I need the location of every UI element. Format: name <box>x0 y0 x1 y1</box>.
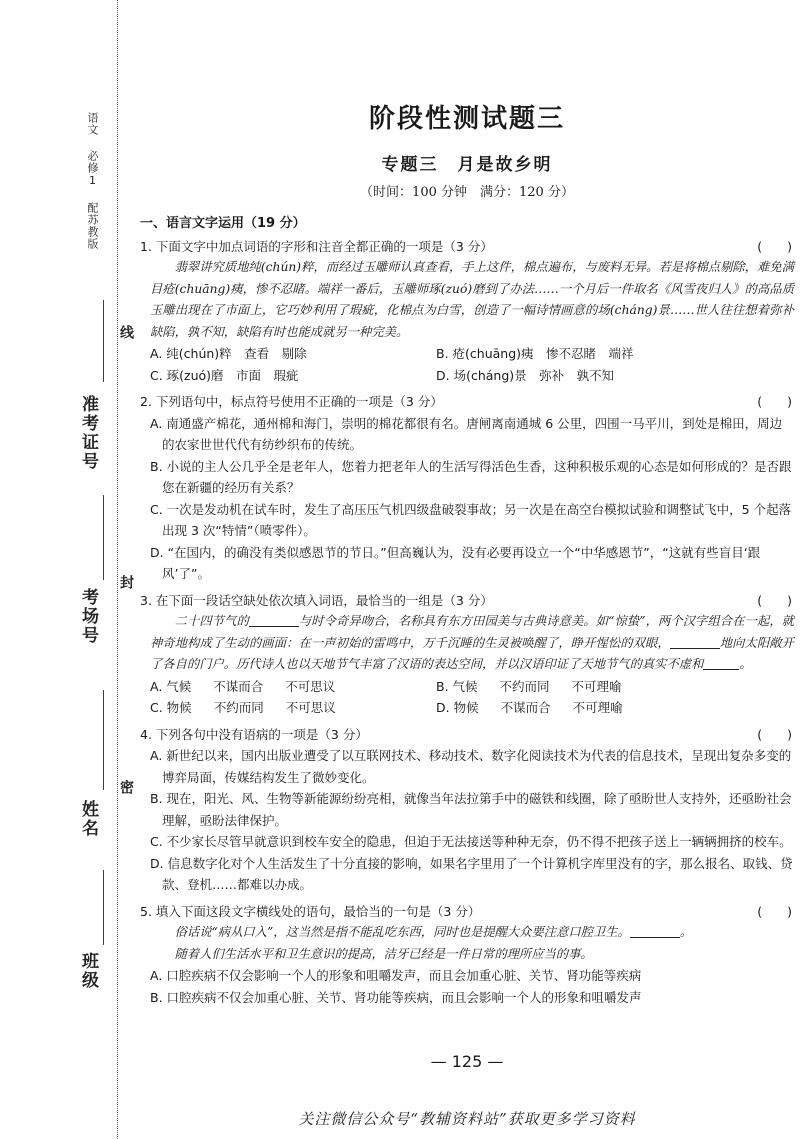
fill-blank-q5[interactable] <box>630 923 680 938</box>
answer-paren-4: ( ) <box>757 726 792 742</box>
page-subtitle: 专题三 月是故乡明 <box>381 155 553 175</box>
question-1-options <box>140 343 794 386</box>
question-2-stem: 2. 下列语句中，标点符号使用不正确的一项是（3 分） ( ) <box>140 391 794 413</box>
question-1-stem: 1. 下面文字中加点词语的字形和注音全都正确的一项是（3 分） ( ) <box>140 236 794 258</box>
question-5-passage-1: 俗话说“病从口入”，这当然是指不能乱吃东西，同时也是提醒大众要注意口腔卫生。 。 <box>174 925 693 939</box>
exam-room-blank <box>103 495 104 580</box>
q1-option-d: D. 场(cháng)景 弥补 孰不知 <box>436 367 615 383</box>
answer-paren-3: ( ) <box>757 592 792 608</box>
time-score-info: （时间：100 分钟 满分：120 分） <box>360 185 574 200</box>
question-4-stem: 4. 下列各句中没有语病的一项是（3 分） ( ) <box>140 724 794 746</box>
section-heading: 一、语言文字运用（19 分） <box>140 216 306 231</box>
class-label: 班级 <box>78 952 98 990</box>
page-title: 阶段性测试题三 <box>368 104 565 134</box>
seal-char-xian: 线 <box>118 325 134 339</box>
question-5-passage-2: 随着人们生活水平和卫生意识的提高，洁牙已经是一件日常的理所应当的事。 <box>174 946 593 961</box>
footer-note: 关注微信公众号“教辅资料站”获取更多学习资料 <box>298 1110 636 1128</box>
q1-option-a: A. 纯(chún)粹 查看 剔除 <box>150 346 307 361</box>
question-3-passage: 二十四节气的 与时令奇异吻合，名称具有东方田园美与古典诗意美。如“惊蛰”，两个汉字组合在一起，就神奇地构成了生动的画面：在一声初始的雷鸣中，万千沉睡的生灵被唤醒了，睁开惺忪的双眼， 地向太阳敞开了各自的门户。历代诗人也以天地节气丰富了汉语的表达空间，并以汉语印证了天地节气的真实不虚和 。 <box>150 614 794 671</box>
q5-option-b: B. 口腔疾病不仅会加重心脏、关节、肾功能等疾病，而且会影响一个人的形象和咀嚼发声 <box>150 989 642 1005</box>
q5-option-a: A. 口腔疾病不仅会影响一个人的形象和咀嚼发声，而且会加重心脏、关节、肾功能等疾病 <box>150 968 642 983</box>
page-number: — 125 — <box>430 1052 504 1071</box>
fill-blank-1[interactable] <box>249 612 299 627</box>
q3-option-b: B. 气候 不约而同 不可理喻 <box>436 678 622 694</box>
q2-option-c: C. 一次是发动机在试车时，发生了高压压气机四级盘破裂事故；另一次是在高空台模拟试验和调整试飞中，5 个起落出现 3 次“特情”（喷零件）。 <box>150 501 792 538</box>
question-5-stem: 5. 填入下面这段文字横线处的语句，最恰当的一句是（3 分） ( ) <box>140 901 794 923</box>
student-name-label: 姓名 <box>78 800 98 838</box>
exam-room-label: 考场号 <box>78 588 98 645</box>
binding-dotted-line <box>117 0 118 1139</box>
seal-char-feng: 封 <box>118 575 134 589</box>
book-info-label: 语文 必修1 配苏教版 <box>86 112 99 250</box>
question-1-passage: 翡翠讲究质地纯(chún)粹，而经过玉雕师认真查看，手上这件，棉点遍布，与废料无异。若是将棉点剔除，难免满目疮(chuāng)痍，惨不忍睹。端祥一番后，玉雕师琢(zuó)磨到了办法……一个月后一件取名《风雪夜归人》的高品质玉雕出现在了市面上，它巧妙利用了瑕疵，化棉点为白雪，创造了一幅诗情画意的场(cháng)景……世人往往想着弥补缺陷，孰不知，缺陷有时也能成就另一种完美。 <box>150 260 794 339</box>
q2-option-d: D. “在国内，的确没有类似感恩节的节日。”但高巍认为，没有必要再设立一个“中华感恩节”，“这就有些盲目‘跟风’了”。 <box>150 544 761 581</box>
q1-option-c: C. 琢(zuó)磨 市面 瑕疵 <box>150 367 299 383</box>
q1-option-b: B. 疮(chuāng)痍 惨不忍睹 端祥 <box>436 346 634 361</box>
fill-blank-3[interactable] <box>703 655 739 670</box>
fill-blank-2[interactable] <box>670 634 720 649</box>
answer-paren-1: ( ) <box>757 238 792 254</box>
answer-paren-5: ( ) <box>757 903 792 919</box>
q2-option-b: B. 小说的主人公几乎全是老年人，您着力把老年人的生活写得活色生香，这种积极乐观的心态是如何形成的？是否跟您在新疆的经历有关系？ <box>150 458 792 495</box>
question-3-stem: 3. 在下面一段话空缺处依次填入词语，最恰当的一组是（3 分） ( ) <box>140 590 794 612</box>
q3-option-d: D. 物候 不谋而合 不可理喻 <box>436 700 623 715</box>
class-blank <box>103 870 104 945</box>
answer-paren-2: ( ) <box>757 394 792 409</box>
q3-option-a: A. 气候 不谋而合 不可思议 <box>150 678 336 694</box>
question-body <box>140 213 794 1008</box>
q4-option-c: C. 不少家长尽管早就意识到校车安全的隐患，但迫于无法接送等种种无奈，仍不得不把孩子送上一辆辆拥挤的校车。 <box>150 834 792 849</box>
seal-char-mi: 密 <box>118 780 134 794</box>
q2-option-a: A. 南通盛产棉花，通州棉和海门，崇明的棉花都很有名。唐闸离南通城 6 公里，四围一马平川，到处是棉田，周边的农家世世代代有纺纱织布的传统。 <box>150 415 783 452</box>
admission-number-blank <box>103 300 104 382</box>
q4-option-a: A. 新世纪以来，国内出版业遭受了以互联网技术、移动技术、数字化阅读技术为代表的信息技术，呈现出复杂多变的博弈局面，传媒结构发生了微妙变化。 <box>150 748 792 785</box>
q4-option-b: B. 现在，阳光、风、生物等新能源纷纷亮相，就像当年法拉第手中的磁铁和线圈，除了亟盼世人支持外，还亟盼社会理解，亟盼法律保护。 <box>150 791 792 828</box>
student-name-blank <box>103 690 104 790</box>
admission-number-label: 准考证号 <box>78 395 98 471</box>
q4-option-d: D. 信息数字化对个人生活发生了十分直接的影响，如果名字里用了一个计算机字库里没有的字，那么报名、取钱、贷款、登机……都难以办成。 <box>150 855 793 892</box>
q3-option-c: C. 物候 不约而同 不可思议 <box>150 700 336 715</box>
question-3-options <box>140 676 794 719</box>
